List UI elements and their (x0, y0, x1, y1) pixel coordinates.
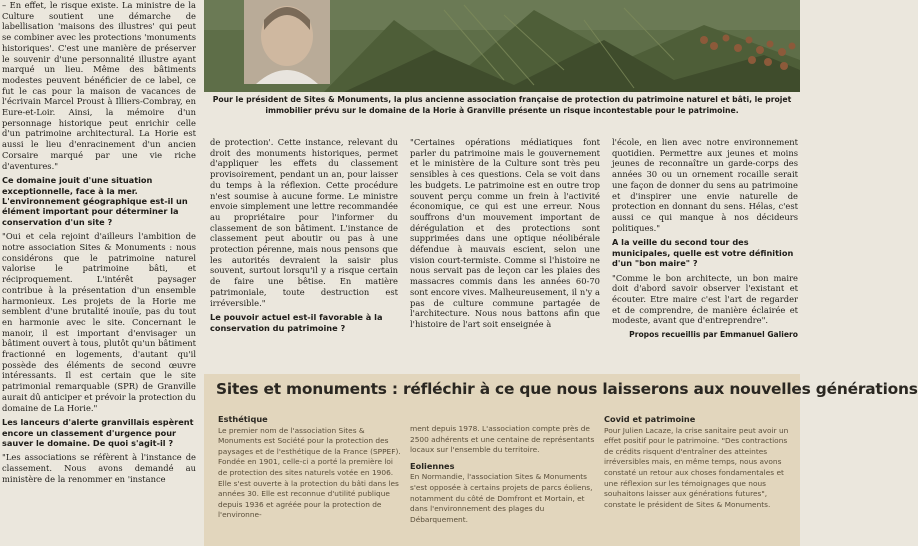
answer-paragraph: "Certaines opérations médiatiques font parler du patrimoine mais le gouvernement et le ministère de la Culture sont très peu sensibles à ces questions. Cela se voit dans les budgets. Le patrimoine est en outre trop souvent perçu comme un frein à l'activité économique, ce qui est une erreur. Nous souffrons d'un mouvement important de dérégulation et des protections sont supprimées dans une optique néolibérale défendue à mauvais escient, selon une vision court-termiste. Comme si l'histoire ne nous servait pas de leçon car les plaies des massacres commis dans les années 60-70 sont encore vives. Malheureusement, il n'y a pas de culture commune partagée de l'architecture. Nous nous battons afin que l'histoire de l'art soit enseignée à (410, 137, 600, 329)
article-photo (204, 0, 800, 92)
article-column-4 (612, 137, 798, 367)
sidebar-box (204, 374, 918, 546)
photo-caption: Pour le président de Sites & Monuments, la plus ancienne association française de protection du patrimoine naturel et bâti, le projet immobilier prévu sur le domaine de la Horie à Granville présente un risque incontestable pour le patrimoine. (212, 95, 792, 115)
interview-question: Le pouvoir actuel est-il favorable à la conservation du patrimoine ? (210, 312, 383, 333)
answer-paragraph: – En effet, le risque existe. La ministre de la Culture soutient une démarche de labellisation 'maisons des illustres' qui peut se combiner avec les protections 'monuments historiques'. C'est une manière de préserver le souvenir d'une personnalité illustre ayant marqué un lieu. Même des bâtiments modestes peuvent bénéficier de ce label, ce fut le cas pour la maison de vacances de l'écrivain Marcel Proust à Illiers-Combray, en Eure-et-Loir. Ainsi, la mémoire d'un personnage historique peut enrichir celle d'un patrimoine architectural. La Horie est aussi le lieu d'enracinement d'un ancien Corsaire marqué par une vie riche d'aventures." (2, 0, 196, 171)
photo-illustration (204, 0, 800, 92)
box-paragraph: Le premier nom de l'association Sites & Monuments est Société pour la protection des paysages et de l'esthétique de la France (SPPEF). Fondée en 1901, celle-ci a porté la première loi de protection des sites naturels votée en 1906. Elle s'est ouverte à la protection du bâti dans les années 30. Elle est reconnue d'utilité publique depuis 1936 et agréée pour la protection de l'environne- (218, 425, 401, 520)
box-paragraph: Pour Julien Lacaze, la crise sanitaire peut avoir un effet positif pour le patrimoine. "Des contractions de crédits risquent d'entraîner des atteintes irréversibles mais, en même temps, nous avons constaté un retour aux choses fondamentales et une réflexion sur les témoignages que nous souhaitons laisser aux générations futures", constate le président de Sites & Monuments. (604, 425, 789, 509)
byline: Propos recueillis par Emmanuel Galiero (629, 330, 798, 340)
box-heading: Covid et patrimoine (604, 414, 696, 424)
article-column-1 (2, 0, 196, 546)
answer-paragraph: "Les associations se réfèrent à l'instance de classement. Nous avons demandé au ministère de la renommer en 'instance (2, 452, 196, 484)
answer-paragraph: l'école, en lien avec notre environnement quotidien. Permettre aux jeunes et moins jeunes de reconnaître un garde-corps des années 30 ou un ornement rocaille serait une façon de donner du sens au patrimoine et d'inspirer une envie naturelle de protection en donnant du sens. Hélas, c'est aussi ce qui manque à nos décideurs politiques." (612, 137, 798, 233)
box-heading: Eoliennes (410, 460, 455, 471)
box-heading: Esthétique (218, 414, 268, 424)
answer-paragraph: "Oui et cela rejoint d'ailleurs l'ambition de notre association Sites & Monuments : nous considérons que le patrimoine naturel valorise le patrimoine bâti, et réciproquement. L'intérêt paysager contribue à la présentation d'un ensemble harmonieux. Les projets de la Horie me semblent d'une brutalité inouïe, pas du tout en harmonie avec le site. Concernant le manoir, il est important d'envisager un bâtiment ouvert à tous, plutôt qu'un bâtiment fractionné en logements, d'autant qu'il possède des éléments de second œuvre intéressants. Il est certain que le site patrimonial remarquable (SPR) de Granville aurait dû anticiper et prévoir la protection du domaine de La Horie." (2, 231, 196, 413)
box-paragraph: ment depuis 1978. L'association compte près de 2500 adhérents et une centaine de représentants locaux sur l'ensemble du territoire. (410, 424, 595, 455)
box-column-esthetique (218, 414, 404, 526)
box-column-covid (604, 414, 794, 515)
box-column-eoliennes (410, 424, 596, 530)
box-title: Sites et monuments : réfléchir à ce que nous laisserons aux nouvelles générations (216, 380, 918, 398)
interview-question: Les lanceurs d'alerte granvillais espèrent encore un classement d'urgence pour sauver le domaine. De quoi s'agit-il ? (2, 417, 194, 449)
interview-question: Ce domaine jouit d'une situation exceptionnelle, face à la mer. L'environnement géographique est-il un élément important pour déterminer la conservation d'un site ? (2, 175, 188, 227)
box-paragraph: En Normandie, l'association Sites & Monuments s'est opposée à certains projets de parcs éoliens, notamment du côté de Domfront et Mortain, et dans l'environnement des plages du Débarquement. (410, 472, 593, 524)
article-column-3 (410, 137, 600, 367)
interview-question: A la veille du second tour des municipales, quelle est votre définition d'un "bon maire" ? (612, 237, 794, 269)
answer-paragraph: de protection'. Cette instance, relevant du droit des monuments historiques, permet d'appliquer les effets du classement provisoirement, pendant un an, pour laisser du temps à la réflexion. Cette procédure n'est soumise à aucune forme. Le ministre envoie simplement une lettre recommandée au propriétaire pour l'informer du classement de son bâtiment. L'instance de classement peut aboutir ou pas à une protection pérenne, mais nous pensons que les autorités devraient la saisir plus souvent, surtout lorsqu'il y a risque certain de faire une bêtise. En matière patrimoniale, toute destruction est irréversible." (210, 137, 398, 308)
article-column-2 (210, 137, 398, 367)
answer-paragraph: "Comme le bon architecte, un bon maire doit d'abord savoir observer l'existant et écouter. Etre maire c'est l'art de regarder et de comprendre, de manière éclairée et modeste, avant que d'entreprendre". (612, 272, 798, 326)
